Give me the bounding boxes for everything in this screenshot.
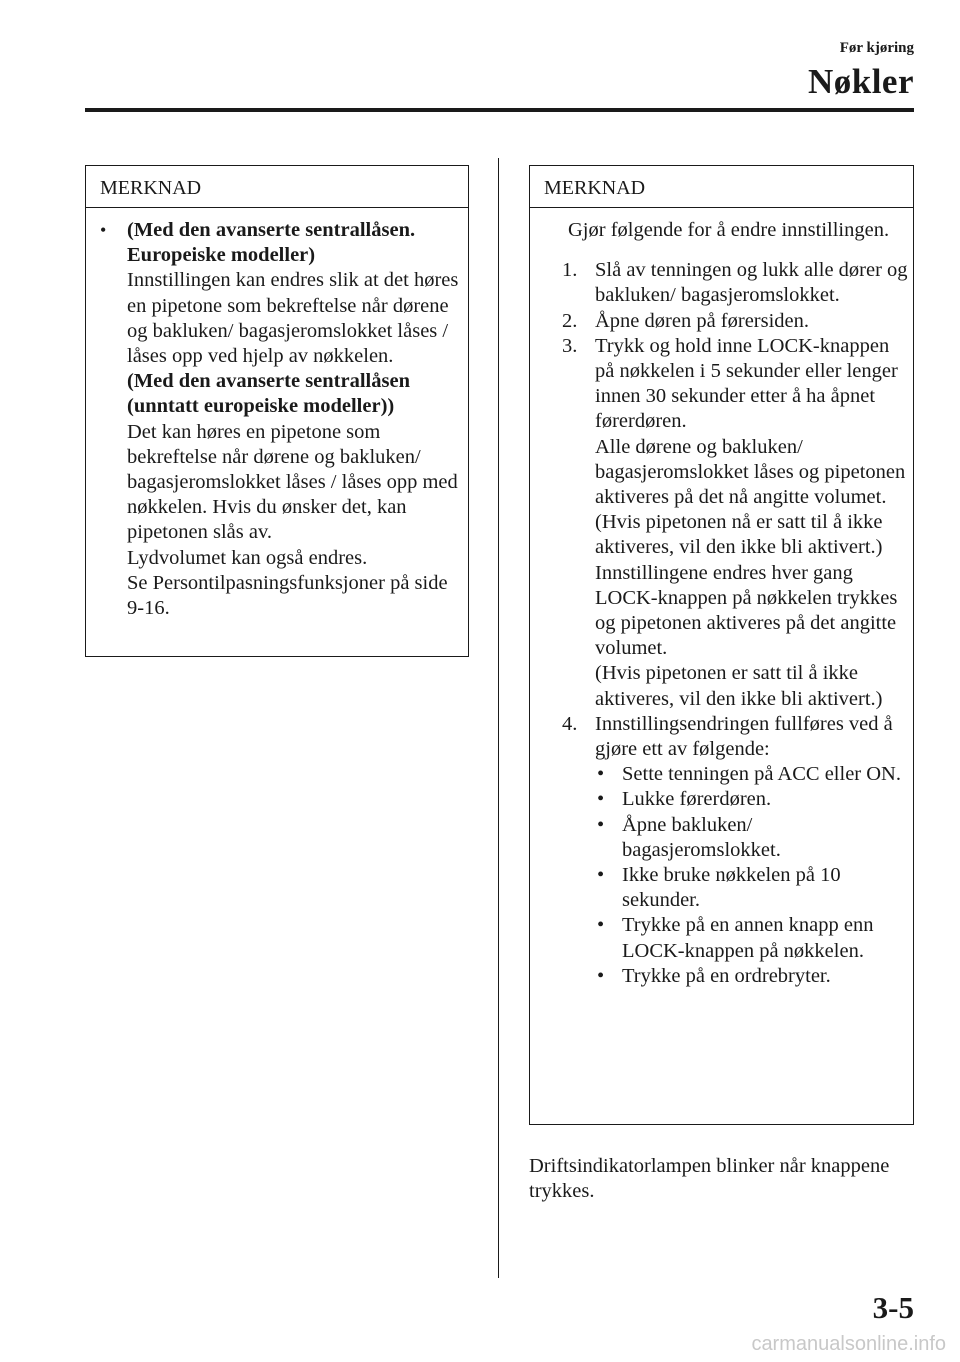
header-rule <box>85 108 914 112</box>
sub-list-item <box>595 964 908 989</box>
sub-list-item <box>595 787 908 812</box>
step-item <box>562 334 908 712</box>
sub-list-item <box>595 813 908 863</box>
step-text: Trykk og hold inne LOCK-knappen på nøkkelen i 5 sekunder eller lenger innen 30 sekunder etter å ha åpnet førerdøren. <box>595 334 898 433</box>
note-box-left <box>85 165 469 657</box>
note-heading: MERKNAD <box>530 166 913 208</box>
step-item <box>562 309 908 334</box>
sub-list-text: Trykke på en ordrebryter. <box>622 964 831 987</box>
bullet-icon: • <box>597 788 605 811</box>
note-bold-heading: (Med den avanserte sentrallåsen (unntatt europeiske modeller)) <box>127 370 410 418</box>
step-text: Innstillingsendringen fullføres ved å gjøre ett av følgende: <box>595 712 893 761</box>
step-detail: (Hvis pipetonen er satt til å ikke aktiveres, vil den ikke bli aktivert.) <box>595 662 883 710</box>
bullet-icon: • <box>597 914 605 937</box>
note-heading: MERKNAD <box>86 166 468 208</box>
note-bold-heading: (Med den avanserte sentrallåsen. Europeiske modeller) <box>127 219 416 267</box>
step-text: Slå av tenningen og lukk alle dører og bakluken/ bagasjeromslokket. <box>595 259 908 307</box>
note-box-right <box>529 165 914 1125</box>
sub-list-text: Lukke førerdøren. <box>622 788 772 811</box>
watermark: carmanualsonline.info <box>751 1333 946 1355</box>
note-paragraph: Innstillingen kan endres slik at det høres en pipetone som bekreftelse når dørene og bakluken/ bagasjeromslokket låses / låses opp ved hjelp av nøkkelen. <box>127 269 459 368</box>
sub-list-text: Ikke bruke nøkkelen på 10 sekunder. <box>622 864 841 912</box>
step-number: 1. <box>562 259 578 282</box>
sub-list-item <box>595 863 908 913</box>
bullet-icon: • <box>597 964 605 987</box>
sub-list-item <box>595 762 908 787</box>
note-text <box>127 218 462 621</box>
page-title: Nøkler <box>807 62 914 101</box>
note-paragraph: Se Persontilpasningsfunksjoner på side 9-16. <box>127 571 448 620</box>
step-number: 3. <box>562 334 578 357</box>
step-text: Åpne døren på førersiden. <box>595 309 810 332</box>
bullet-icon: • <box>597 763 605 786</box>
bullet-icon: • <box>100 220 107 240</box>
section-label: Før kjøring <box>839 40 914 56</box>
note-intro: Gjør følgende for å endre innstillingen. <box>568 219 890 241</box>
note-paragraph: Lydvolumet kan også endres. <box>127 546 368 569</box>
sub-list-text: Sette tenningen på ACC eller ON. <box>622 763 901 786</box>
page-number: 3-5 <box>872 1290 914 1325</box>
step-number: 2. <box>562 309 578 332</box>
sub-list-item <box>595 913 908 963</box>
note-body <box>562 218 908 989</box>
bullet-icon: • <box>597 864 605 887</box>
step-item <box>562 258 908 308</box>
step-item <box>562 712 908 989</box>
note-paragraph: Det kan høres en pipetone som bekreftelse når dørene og bakluken/ bagasjeromslokket låses / låses opp med nøkkelen. Hvis du ønsker det, kan pipetonen slås av. <box>127 420 458 544</box>
column-divider <box>498 158 499 1278</box>
step-detail: Innstillingene endres hver gang LOCK-knappen på nøkkelen trykkes og pipetonen aktiveres på det angitte volumet. <box>595 561 898 660</box>
sub-list-text: Åpne bakluken/ bagasjeromslokket. <box>622 813 781 861</box>
step-number: 4. <box>562 712 578 735</box>
sub-list-text: Trykke på en annen knapp enn LOCK-knappen på nøkkelen. <box>622 914 874 962</box>
bullet-icon: • <box>597 813 605 836</box>
note-body <box>100 218 462 621</box>
body-paragraph: Driftsindikatorlampen blinker når knappene trykkes. <box>529 1155 890 1203</box>
step-detail: Alle dørene og bakluken/ bagasjeromslokket låses og pipetonen aktiveres på det nå angitte volumet. (Hvis pipetonen nå er satt til å ikke aktiveres, vil den ikke bli aktivert.) <box>595 435 906 559</box>
